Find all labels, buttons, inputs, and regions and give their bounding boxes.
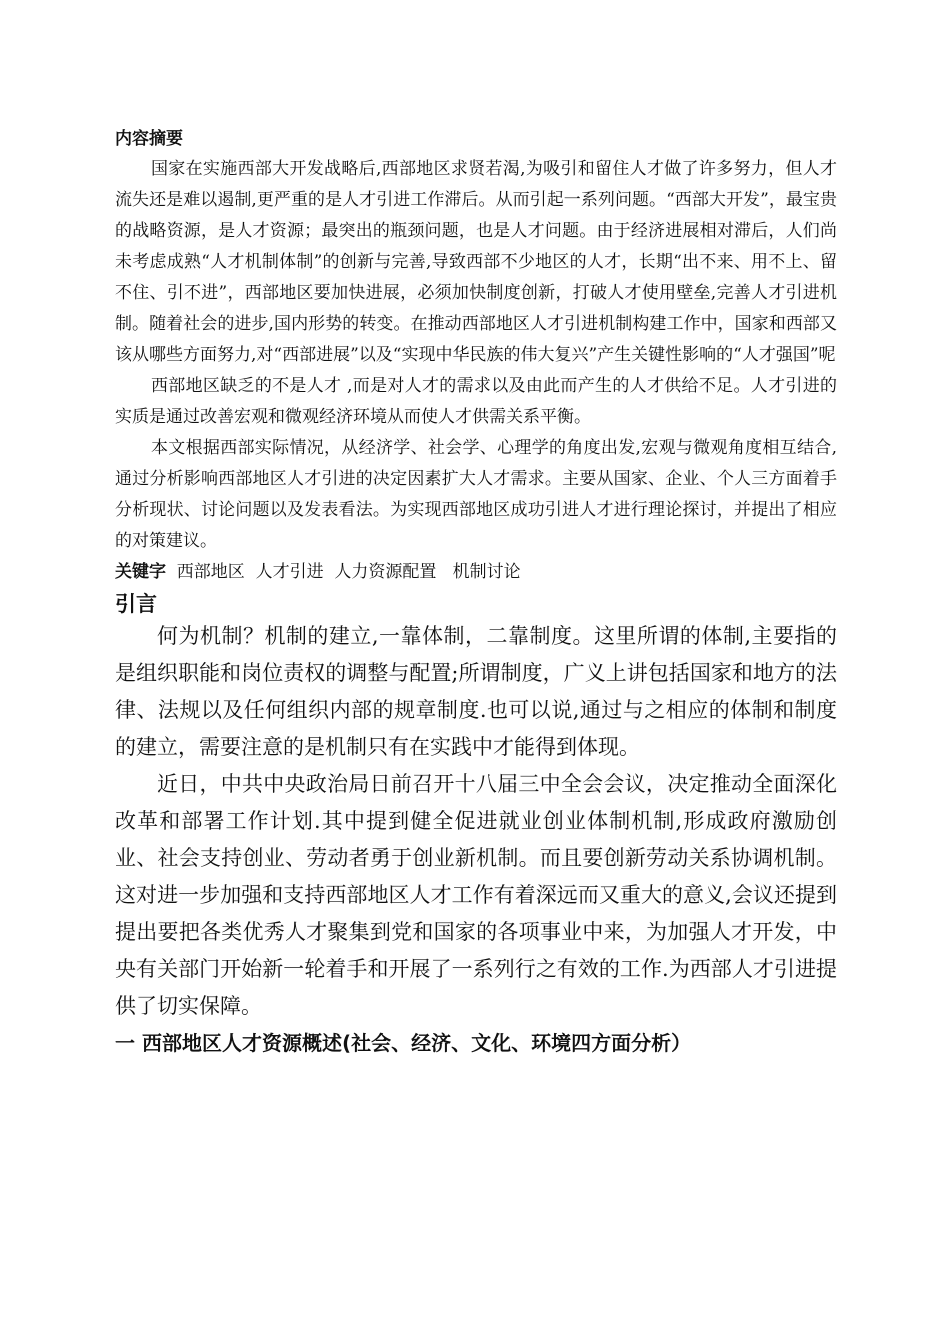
keywords-line bbox=[115, 557, 837, 588]
abstract-paragraph: 国家在实施西部大开发战略后,西部地区求贤若渴,为吸引和留住人才做了许多努力，但人才流失还是难以遏制,更严重的是人才引进工作滞后。从而引起一系列问题。“西部大开发”，最宝贵的战略资源，是人才资源；最突出的瓶颈问题，也是人才问题。由于经济进展相对滞后，人们尚未考虑成熟“人才机制体制”的创新与完善,导致西部不少地区的人才，长期“出不来、用不上、留不住、引不进”，西部地区要加快进展，必须加快制度创新，打破人才使用壁垒,完善人才引进机制。随着社会的进步,国内形势的转变。在推动西部地区人才引进机制构建工作中，国家和西部又该从哪些方面努力,对“西部进展”以及“实现中华民族的伟大复兴”产生关键性影响的“人才强国”呢 bbox=[115, 159, 837, 365]
section-heading: 一 西部地区人才资源概述(社会、经济、文化、环境四方面分析） bbox=[115, 1031, 692, 1055]
abstract-paragraph: 西部地区缺乏的不是人才 ,而是对人才的需求以及由此而产生的人才供给不足。人才引进的实质是通过改善宏观和微观经济环境从而使人才供需关系平衡。 bbox=[115, 376, 837, 427]
keywords-label: 关键字 bbox=[115, 562, 166, 582]
introduction-paragraph: 近日，中共中央政治局日前召开十八届三中全会会议，决定推动全面深化改革和部署工作计划.其中提到健全促进就业创业体制机制,形成政府激励创业、社会支持创业、劳动者勇于创业新机制。而且要创新劳动关系协调机制。这对进一步加强和支持西部地区人才工作有着深远而又重大的意义,会议还提到提出要把各类优秀人才聚集到党和国家的各项事业中来，为加强人才开发，中央有关部门开始新一轮着手和开展了一系列行之有效的工作.为西部人才引进提供了切实保障。 bbox=[115, 772, 837, 1018]
abstract-paragraph: 本文根据西部实际情况，从经济学、社会学、心理学的角度出发,宏观与微观角度相互结合,通过分析影响西部地区人才引进的决定因素扩大人才需求。主要从国家、企业、个人三方面着手分析现状、讨论问题以及发表看法。为实现西部地区成功引进人才进行理论探讨，并提出了相应的对策建议。 bbox=[115, 438, 837, 551]
abstract-heading: 内容摘要 bbox=[115, 129, 183, 149]
document-content bbox=[115, 124, 837, 1061]
introduction-paragraph: 何为机制？机制的建立,一靠体制，二靠制度。这里所谓的体制,主要指的是组织职能和岗位责权的调整与配置;所谓制度，广义上讲包括国家和地方的法律、法规以及任何组织内部的规章制度.也可以说,通过与之相应的体制和制度的建立，需要注意的是机制只有在实践中才能得到体现。 bbox=[115, 624, 837, 759]
introduction-heading: 引言 bbox=[115, 592, 157, 616]
keywords-text: 西部地区 人才引进 人力资源配置 机制讨论 bbox=[166, 562, 521, 582]
